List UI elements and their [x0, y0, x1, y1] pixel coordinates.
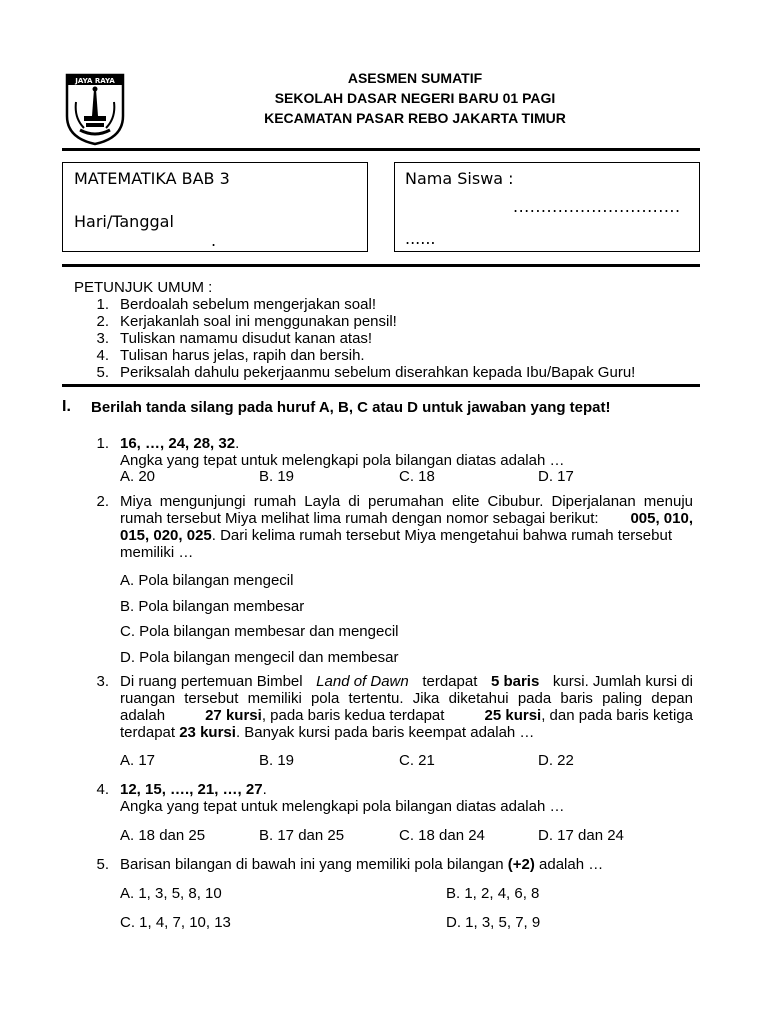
option-a[interactable]: A. 18 dan 25 — [120, 827, 206, 844]
pattern-rule: (+2) — [507, 856, 535, 873]
question-number: 3. — [96, 673, 109, 690]
sequence-text: 12, 15, …., 21, …, 27 — [120, 781, 263, 798]
instruction-number: 1. — [96, 296, 109, 313]
option-c[interactable]: C. 18 — [399, 468, 435, 485]
subject-label: MATEMATIKA BAB 3 — [74, 169, 230, 188]
date-label: Hari/Tanggal — [74, 212, 174, 231]
question-line — [120, 724, 534, 741]
instruction-text: Kerjakanlah soal ini menggunakan pensil! — [120, 313, 397, 330]
instruction-text: Periksalah dahulu pekerjaanmu sebelum diserahkan kepada Ibu/Bapak Guru! — [120, 364, 636, 381]
option-c[interactable]: C. Pola bilangan membesar dan mengecil — [120, 623, 399, 640]
question-text: ruangan tersebut memiliki pola tertentu. Jika diketahui pada baris paling depan — [120, 690, 693, 707]
question-line — [120, 673, 693, 690]
instruction-text: Tulisan harus jelas, rapih dan bersih. — [120, 347, 365, 364]
question-text: , pada baris kedua terdapat — [261, 707, 445, 724]
question-text: memiliki … — [120, 544, 194, 561]
option-b[interactable]: B. 1, 2, 4, 6, 8 — [446, 885, 540, 902]
date-dot: . — [211, 231, 217, 250]
option-b[interactable]: B. Pola bilangan membesar — [120, 598, 305, 615]
option-d[interactable]: D. 17 — [538, 468, 574, 485]
question-line — [120, 856, 603, 873]
question-number: 1. — [96, 435, 109, 452]
instruction-number: 4. — [96, 347, 109, 364]
question-text: , dan pada baris ketiga — [541, 707, 693, 724]
question-line — [120, 707, 693, 724]
sequence-text: 16, …, 24, 28, 32 — [120, 435, 236, 452]
question-number: 2. — [96, 493, 109, 510]
header-divider — [62, 148, 700, 151]
house-numbers: 005, 010, — [630, 510, 693, 527]
header-title: ASESMEN SUMATIF — [347, 70, 483, 86]
option-d[interactable]: D. 17 dan 24 — [538, 827, 624, 844]
option-c[interactable]: C. 1, 4, 7, 10, 13 — [120, 914, 231, 931]
instruction-text: Berdoalah sebelum mengerjakan soal! — [120, 296, 376, 313]
option-b[interactable]: B. 17 dan 25 — [259, 827, 345, 844]
sequence-period: . — [262, 781, 267, 798]
jaya-raya-emblem-icon — [64, 72, 126, 146]
section-title: Berilah tanda silang pada huruf A, B, C atau D untuk jawaban yang tepat! — [91, 399, 611, 416]
option-a[interactable]: A. 17 — [120, 752, 156, 769]
instruction-text: Tuliskan namamu disudut kanan atas! — [120, 330, 373, 347]
header-district: KECAMATAN PASAR REBO JAKARTA TIMUR — [264, 110, 566, 126]
option-b[interactable]: B. 19 — [259, 752, 295, 769]
option-b[interactable]: B. 19 — [259, 468, 295, 485]
question-text: kursi. Jumlah kursi di — [552, 673, 693, 690]
logo-banner-text: JAYA RAYA — [75, 77, 115, 85]
instructions-title: PETUNJUK UMUM : — [74, 279, 213, 296]
school-logo — [64, 72, 126, 146]
option-d[interactable]: D. 22 — [538, 752, 574, 769]
subject-box — [62, 162, 368, 252]
question-text: rumah tersebut Miya melihat lima rumah dengan nomor sebagai berikut: — [120, 510, 599, 527]
option-d[interactable]: D. Pola bilangan mengecil dan membesar — [120, 649, 399, 666]
question-text: Angka yang tepat untuk melengkapi pola bilangan diatas adalah … — [120, 452, 565, 469]
option-a[interactable]: A. 1, 3, 5, 8, 10 — [120, 885, 222, 902]
bimbel-name: Land of Dawn — [316, 673, 409, 690]
question-line — [120, 493, 693, 510]
instruction-number: 5. — [96, 364, 109, 381]
question-number: 5. — [96, 856, 109, 873]
question-text: . Banyak kursi pada baris keempat adalah … — [235, 724, 535, 741]
question-text: Miya mengunjungi rumah Layla di perumahan elite Cibubur. Diperjalanan menuju — [120, 493, 693, 510]
question-text: Angka yang tepat untuk melengkapi pola bilangan diatas adalah … — [120, 798, 565, 815]
seat-count: 27 kursi — [205, 707, 262, 724]
option-a[interactable]: A. 20 — [120, 468, 156, 485]
sequence-period: . — [235, 435, 240, 452]
question-4-sequence — [120, 781, 267, 798]
question-text: adalah — [120, 707, 166, 724]
section-number: I. — [62, 398, 71, 415]
question-text: Barisan bilangan di bawah ini yang memiliki pola bilangan — [120, 856, 504, 873]
student-name-box — [394, 162, 700, 252]
question-line — [120, 510, 693, 527]
house-numbers: 015, 020, 025 — [120, 527, 212, 544]
question-text: Di ruang pertemuan Bimbel — [120, 673, 303, 690]
option-d[interactable]: D. 1, 3, 5, 7, 9 — [446, 914, 541, 931]
instruction-number: 2. — [96, 313, 109, 330]
header-school: SEKOLAH DASAR NEGERI BARU 01 PAGI — [274, 90, 556, 106]
seat-count: 25 kursi — [484, 707, 542, 724]
option-c[interactable]: C. 21 — [399, 752, 435, 769]
student-name-dots-cont[interactable]: ...... — [405, 229, 436, 248]
question-number: 4. — [96, 781, 109, 798]
question-text: adalah … — [539, 856, 604, 873]
question-text: terdapat — [422, 673, 478, 690]
instructions-divider — [62, 384, 700, 387]
instruction-number: 3. — [96, 330, 109, 347]
question-text: . Dari kelima rumah tersebut Miya mengetahui bahwa rumah tersebut — [211, 527, 672, 544]
option-a[interactable]: A. Pola bilangan mengecil — [120, 572, 294, 589]
info-divider — [62, 264, 700, 267]
question-text: terdapat — [120, 724, 176, 741]
option-c[interactable]: C. 18 dan 24 — [399, 827, 485, 844]
student-name-dots[interactable]: .............................. — [513, 197, 681, 216]
question-line — [120, 527, 693, 544]
rows-count: 5 baris — [490, 673, 540, 690]
seat-count: 23 kursi — [179, 724, 236, 741]
question-line — [120, 690, 693, 707]
student-name-label: Nama Siswa : — [405, 169, 514, 188]
question-1-sequence — [120, 435, 239, 452]
